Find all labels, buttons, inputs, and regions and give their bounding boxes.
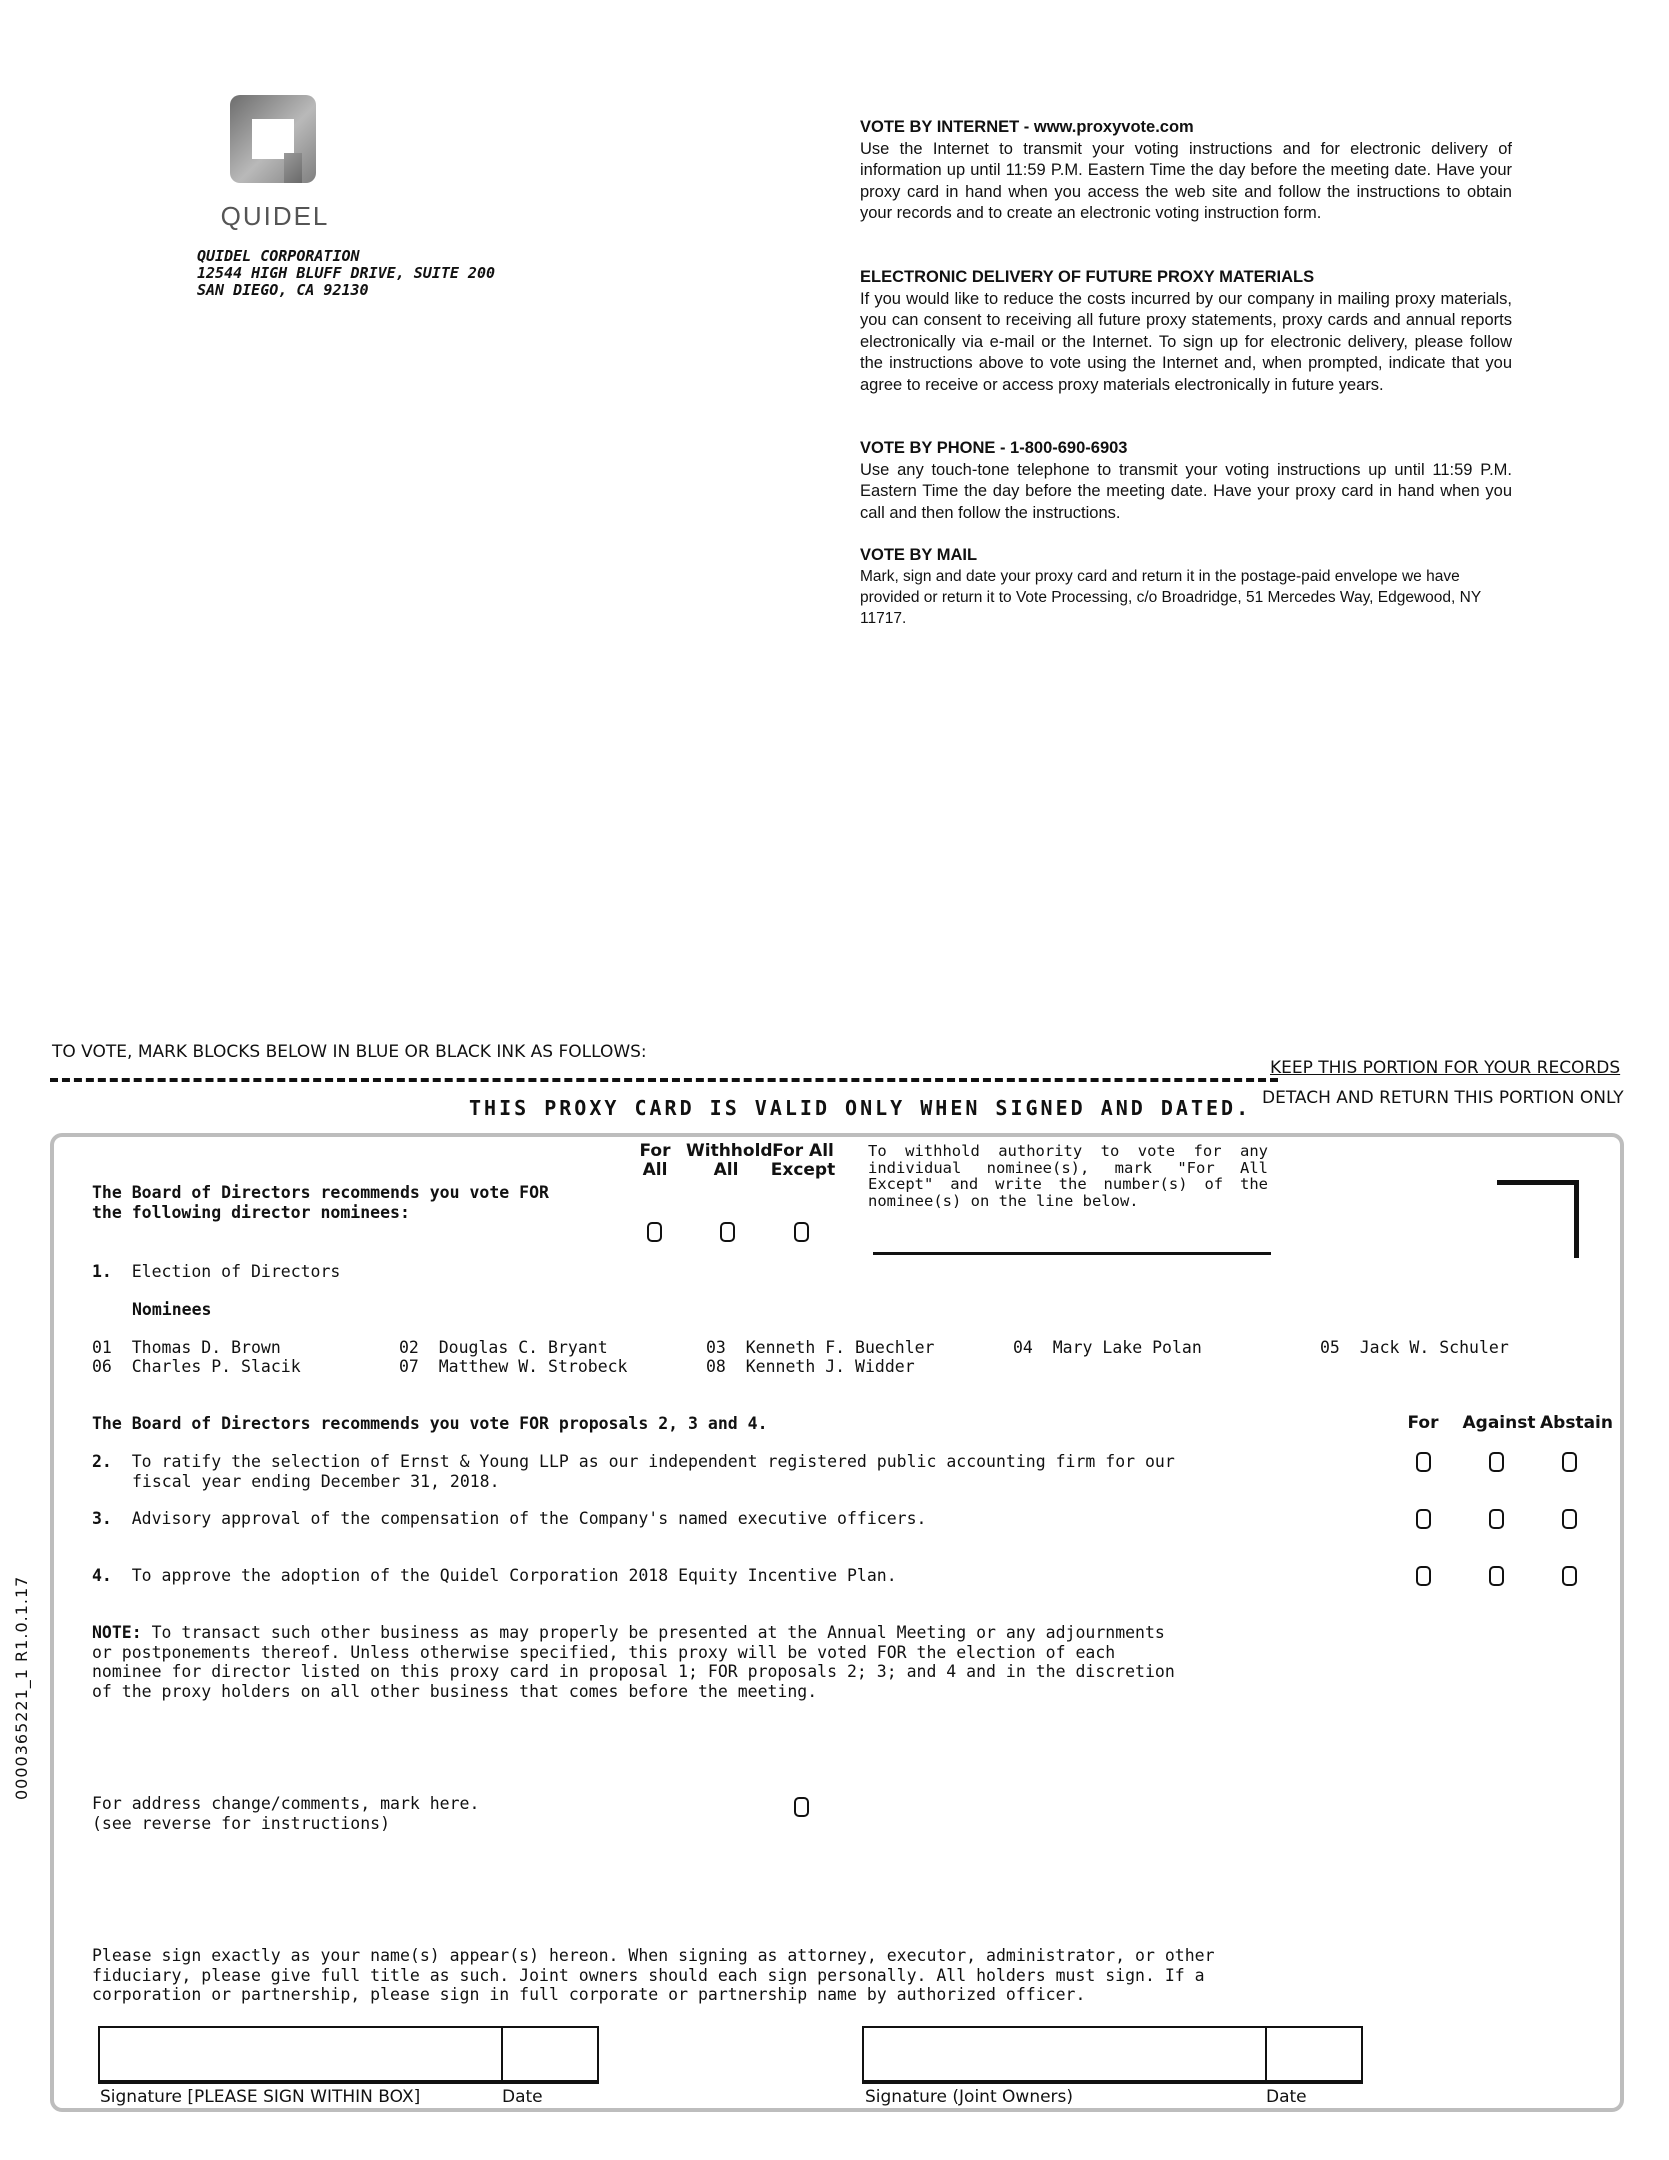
- proposal-2-against-checkbox[interactable]: [1489, 1452, 1504, 1472]
- col-withhold-all: [686, 1141, 773, 1180]
- quidel-logo-icon: [230, 95, 316, 183]
- nominee: [92, 1357, 301, 1377]
- item-1: [92, 1262, 340, 1282]
- nominee-name: Thomas D. Brown: [131, 1338, 281, 1357]
- proposal-number: 4.: [92, 1566, 112, 1585]
- nominee: [706, 1338, 935, 1358]
- proposal-4-against-checkbox[interactable]: [1489, 1566, 1504, 1586]
- col-label: For: [639, 1141, 671, 1161]
- company-address: [197, 248, 495, 299]
- nominee-name: Mary Lake Polan: [1052, 1338, 1202, 1357]
- company-address-line2: SAN DIEGO, CA 92130: [197, 281, 369, 299]
- col-for: For: [1407, 1413, 1439, 1433]
- proposal-3: [92, 1509, 926, 1529]
- section-title: VOTE BY PHONE - 1-800-690-6903: [860, 439, 1128, 457]
- recommend-line: The Board of Directors recommends you vote FOR: [92, 1183, 549, 1202]
- corner-registration-mark: [1497, 1180, 1579, 1258]
- signature-box-2[interactable]: [862, 2026, 1363, 2084]
- nominee-number: 01: [92, 1338, 112, 1357]
- vote-by-internet-section: [860, 117, 1512, 225]
- valid-only-notice: THIS PROXY CARD IS VALID ONLY WHEN SIGNED AND DATED.: [469, 1096, 1252, 1120]
- date-2-label: Date: [1266, 2087, 1307, 2107]
- signature-2-label: Signature (Joint Owners): [865, 2087, 1074, 2107]
- col-label: Except: [770, 1160, 836, 1180]
- nominee: [399, 1357, 628, 1377]
- col-label: Withhold: [686, 1141, 773, 1161]
- nominee: [706, 1357, 915, 1377]
- nominee-number: 04: [1013, 1338, 1033, 1357]
- proposal-2: [92, 1452, 1175, 1491]
- section-title: ELECTRONIC DELIVERY OF FUTURE PROXY MATERIALS: [860, 268, 1315, 286]
- proposal-2-for-checkbox[interactable]: [1416, 1452, 1431, 1472]
- for-all-checkbox[interactable]: [647, 1222, 662, 1242]
- address-change-line: (see reverse for instructions): [92, 1813, 391, 1833]
- nominee-number: 07: [399, 1357, 419, 1376]
- proposal-number: 2.: [92, 1452, 112, 1471]
- nominee-name: Douglas C. Bryant: [438, 1338, 608, 1357]
- note-paragraph: [92, 1623, 1192, 1701]
- electronic-delivery-section: [860, 267, 1512, 396]
- proposal-4: [92, 1566, 897, 1586]
- date-1-label: Date: [502, 2087, 543, 2107]
- keep-portion-label: KEEP THIS PORTION FOR YOUR RECORDS: [1270, 1058, 1621, 1078]
- item-label: Election of Directors: [131, 1262, 341, 1281]
- col-label: For All: [772, 1141, 834, 1161]
- withhold-all-checkbox[interactable]: [720, 1222, 735, 1242]
- section-title: VOTE BY INTERNET - www.proxyvote.com: [860, 118, 1194, 136]
- section-body: Use the Internet to transmit your voting instructions and for electronic delivery of information up until 11:59 P.M. Eastern Time the day before the meeting date. Have your proxy card in hand when you access the web site and follow the instructions to obtain your records and to create an electronic voting instruction form.: [860, 139, 1512, 222]
- nominee-name: Kenneth F. Buechler: [745, 1338, 935, 1357]
- signature-box-1[interactable]: [98, 2026, 599, 2084]
- quidel-logo: [200, 95, 350, 230]
- nominee-name: Matthew W. Strobeck: [438, 1357, 628, 1376]
- proposals-recommendation: The Board of Directors recommends you vote FOR proposals 2, 3 and 4.: [92, 1414, 768, 1433]
- nominee: [92, 1338, 281, 1358]
- signature-1-label: Signature [PLEASE SIGN WITHIN BOX]: [100, 2087, 421, 2107]
- section-body: Mark, sign and date your proxy card and return it in the postage-paid envelope we have provided or return it to Vote Processing, c/o Broadridge, 51 Mercedes Way, Edgewood, NY 11717.: [860, 568, 1481, 627]
- recommend-line: the following director nominees:: [92, 1202, 410, 1222]
- nominee: [1013, 1338, 1202, 1358]
- to-vote-instruction: TO VOTE, MARK BLOCKS BELOW IN BLUE OR BLACK INK AS FOLLOWS:: [52, 1042, 647, 1062]
- address-change: [92, 1794, 479, 1833]
- nominee-name: Jack W. Schuler: [1359, 1338, 1509, 1357]
- proposal-4-abstain-checkbox[interactable]: [1562, 1566, 1577, 1586]
- for-all-except-checkbox[interactable]: [794, 1222, 809, 1242]
- note-text: To transact such other business as may properly be presented at the Annual Meeting or any adjournments or postponements thereof. Unless otherwise specified, this proxy will be voted FOR the election of each nominee for director listed on this proxy card in proposal 1; FOR proposals 2; 3; and 4 and in the discretion of the proxy holders on all other business that comes before the meeting.: [92, 1623, 1175, 1701]
- nominee-number: 03: [706, 1338, 726, 1357]
- proposal-text: To approve the adoption of the Quidel Corporation 2018 Equity Incentive Plan.: [131, 1566, 897, 1585]
- proposal-number: 3.: [92, 1509, 112, 1528]
- vertical-document-id: 0000365221_1 R1.0.1.17: [12, 1575, 31, 1800]
- col-for-all-except: [770, 1142, 836, 1180]
- section-title: VOTE BY MAIL: [860, 546, 978, 564]
- nominees-heading: Nominees: [132, 1300, 212, 1319]
- nominee-number: 08: [706, 1357, 726, 1376]
- vote-by-phone-section: [860, 438, 1512, 524]
- proposal-3-for-checkbox[interactable]: [1416, 1509, 1431, 1529]
- except-nominee-write-line[interactable]: [873, 1252, 1271, 1255]
- proposal-2-abstain-checkbox[interactable]: [1562, 1452, 1577, 1472]
- section-body: If you would like to reduce the costs incurred by our company in mailing proxy materials, you can consent to receiving all future proxy statements, proxy cards and annual reports electronically via e-mail or the Internet. To sign up for electronic delivery, please follow the instructions above to vote using the Internet and, when prompted, indicate that you agree to receive or access proxy materials electronically in future years.: [860, 289, 1512, 394]
- nominee: [399, 1338, 608, 1358]
- proposal-text: fiscal year ending December 31, 2018.: [132, 1471, 500, 1491]
- vote-by-mail-section: [860, 545, 1512, 629]
- proposal-text: To ratify the selection of Ernst & Young LLP as our independent registered public accounting firm for our: [131, 1452, 1175, 1471]
- proposal-text: Advisory approval of the compensation of the Company's named executive officers.: [131, 1509, 927, 1528]
- section-body: Use any touch-tone telephone to transmit your voting instructions up until 11:59 P.M. Eastern Time the day before the meeting date. Have your proxy card in hand when you call and then follow the instructions.: [860, 460, 1512, 522]
- proposal-4-for-checkbox[interactable]: [1416, 1566, 1431, 1586]
- col-label: All: [642, 1160, 668, 1180]
- col-label: All: [713, 1160, 739, 1180]
- nominee-name: Charles P. Slacik: [131, 1357, 301, 1376]
- nominee-number: 06: [92, 1357, 112, 1376]
- logo-text: QUIDEL: [220, 201, 330, 231]
- nominee: [1320, 1338, 1509, 1358]
- address-change-line: For address change/comments, mark here.: [92, 1794, 480, 1813]
- proposal-3-against-checkbox[interactable]: [1489, 1509, 1504, 1529]
- proposal-3-abstain-checkbox[interactable]: [1562, 1509, 1577, 1529]
- detach-dashed-line: [50, 1078, 1278, 1082]
- nominee-name: Kenneth J. Widder: [745, 1357, 915, 1376]
- note-label: NOTE:: [92, 1623, 142, 1642]
- sign-instruction: Please sign exactly as your name(s) appear(s) hereon. When signing as attorney, executor, administrator, or other fiduciary, please give full title as such. Joint owners should each sign personally. All holders must sign. If a corporation or partnership, please sign in full corporate or partnership name by authorized officer.: [92, 1946, 1215, 2004]
- col-abstain: Abstain: [1540, 1413, 1613, 1433]
- col-for-all: [630, 1142, 680, 1180]
- address-change-checkbox[interactable]: [794, 1797, 809, 1817]
- directors-recommendation: [92, 1183, 549, 1222]
- detach-portion-label: DETACH AND RETURN THIS PORTION ONLY: [1262, 1088, 1624, 1108]
- nominee-number: 05: [1320, 1338, 1340, 1357]
- company-name: QUIDEL CORPORATION: [197, 247, 360, 265]
- company-address-line1: 12544 HIGH BLUFF DRIVE, SUITE 200: [197, 264, 496, 282]
- col-against: Against: [1462, 1413, 1536, 1433]
- withhold-instruction: To withhold authority to vote for any individual nominee(s), mark "For All Except" and write the number(s) of the nominee(s) on the line below.: [868, 1142, 1268, 1210]
- item-number: 1.: [92, 1262, 112, 1281]
- nominee-number: 02: [399, 1338, 419, 1357]
